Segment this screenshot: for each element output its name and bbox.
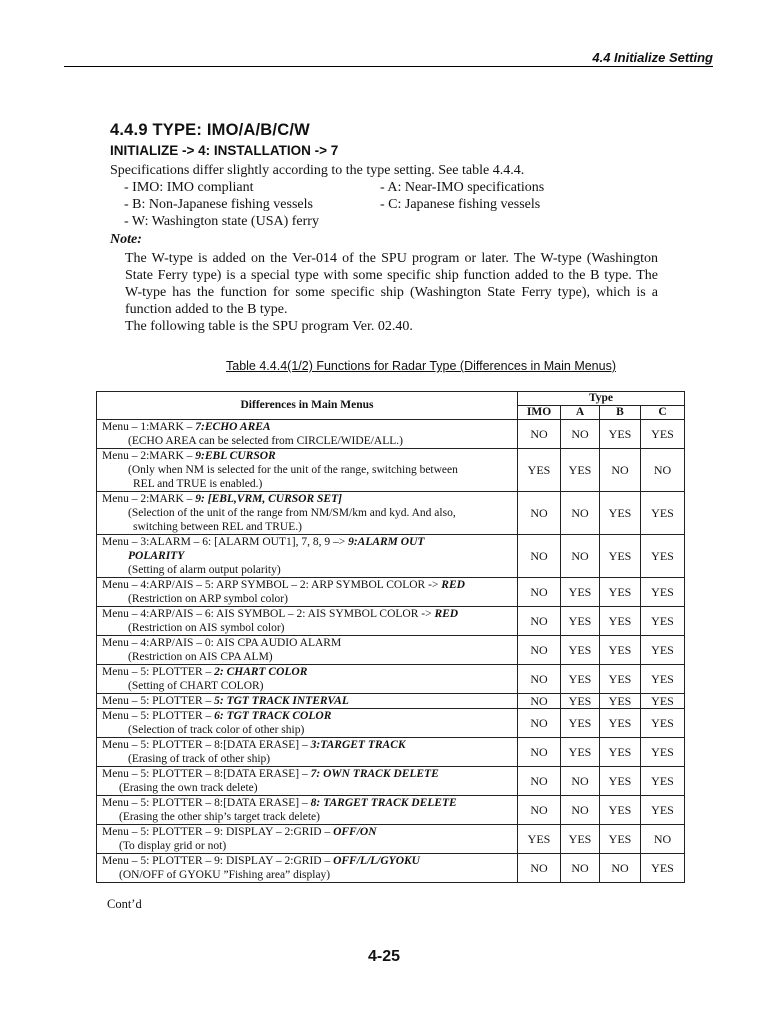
header-col-b: B [600, 406, 641, 420]
type-item-w: - W: Washington state (USA) ferry [124, 214, 319, 229]
row-menu-path [102, 709, 512, 723]
row-description [97, 694, 518, 709]
row-detail: (Restriction on AIS CPA ALM) [128, 651, 273, 663]
cell-imo: YES [518, 449, 561, 492]
cell-imo: YES [518, 825, 561, 854]
cell-c: YES [641, 854, 685, 883]
cell-b: YES [600, 636, 641, 665]
table-row [97, 825, 685, 854]
running-header-title: 4.4 Initialize Setting [592, 50, 713, 65]
cell-imo: NO [518, 420, 561, 449]
row-menu-text: Menu – 5: PLOTTER – [102, 710, 215, 722]
row-menu-path [102, 492, 512, 506]
cell-c: NO [641, 449, 685, 492]
cell-a: NO [561, 420, 600, 449]
cell-a: YES [561, 578, 600, 607]
row-menu-item: 8: TARGET TRACK DELETE [310, 797, 457, 809]
row-menu-path [102, 449, 512, 463]
note-label: Note: [110, 232, 142, 247]
page-number: 4-25 [367, 948, 401, 965]
cell-imo: NO [518, 578, 561, 607]
row-description [97, 607, 518, 636]
cell-a: YES [561, 738, 600, 767]
cell-imo: NO [518, 665, 561, 694]
row-menu-item: 2: CHART COLOR [214, 666, 308, 678]
row-menu-text: Menu – 2:MARK – [102, 450, 196, 462]
row-menu-text: Menu – 4:ARP/AIS – 6: AIS SYMBOL – 2: AIS SYMBOL COLOR -> [102, 608, 435, 620]
header-rule [64, 66, 713, 67]
row-menu-path [102, 738, 512, 752]
cell-a: YES [561, 694, 600, 709]
row-detail: (Setting of alarm output polarity) [128, 564, 281, 576]
header-differences: Differences in Main Menus [97, 392, 518, 420]
cell-c: YES [641, 535, 685, 578]
row-menu-path [102, 578, 512, 592]
row-menu-item: RED [441, 579, 465, 591]
cell-c: YES [641, 607, 685, 636]
row-menu-text: Menu – 5: PLOTTER – 8:[DATA ERASE] – [102, 739, 311, 751]
row-description [97, 492, 518, 535]
row-menu-text: Menu – 3:ALARM – 6: [ALARM OUT1], 7, 8, 9 –> [102, 536, 349, 548]
row-description [97, 535, 518, 578]
header-col-imo: IMO [518, 406, 561, 420]
row-menu-item: 7: OWN TRACK DELETE [310, 768, 439, 780]
cell-imo: NO [518, 607, 561, 636]
cell-b: NO [600, 449, 641, 492]
table-row [97, 449, 685, 492]
row-menu-text: Menu – 2:MARK – [102, 493, 196, 505]
row-description [97, 825, 518, 854]
row-menu-item: 9:EBL CURSOR [195, 450, 276, 462]
intro-text: Specifications differ slightly according to the type setting. See table 4.4.4. [110, 163, 525, 178]
row-detail: (Erasing of track of other ship) [128, 753, 271, 765]
row-detail: (To display grid or not) [119, 840, 227, 852]
type-item-imo: - IMO: IMO compliant [124, 180, 254, 195]
cell-a: YES [561, 607, 600, 636]
row-detail: (ECHO AREA can be selected from CIRCLE/WIDE/ALL.) [128, 435, 403, 447]
row-menu-item: OFF/ON [333, 826, 377, 838]
row-menu-path [102, 607, 512, 621]
cell-c: YES [641, 767, 685, 796]
cell-b: YES [600, 420, 641, 449]
type-list [124, 179, 604, 230]
header-col-a: A [561, 406, 600, 420]
row-detail-cont: switching between REL and TRUE.) [133, 521, 302, 533]
cell-c: YES [641, 709, 685, 738]
table-row [97, 492, 685, 535]
cell-b: YES [600, 709, 641, 738]
row-detail-cont: REL and TRUE is enabled.) [133, 478, 263, 490]
table-row [97, 607, 685, 636]
row-description [97, 709, 518, 738]
row-detail: (Selection of the unit of the range from NM/SM/km and kyd. And also, [128, 507, 456, 519]
cell-a: NO [561, 767, 600, 796]
cell-a: NO [561, 535, 600, 578]
cell-b: YES [600, 694, 641, 709]
row-menu-item: RED [434, 608, 459, 620]
cell-imo: NO [518, 492, 561, 535]
row-menu-path [102, 636, 512, 650]
cell-imo: NO [518, 796, 561, 825]
cell-imo: NO [518, 709, 561, 738]
table-row [97, 854, 685, 883]
note-last-line: The following table is the SPU program Ver. 02.40. [125, 319, 413, 334]
cell-b: YES [600, 492, 641, 535]
row-menu-path [102, 825, 512, 839]
row-detail: (Restriction on ARP symbol color) [128, 593, 288, 605]
row-menu-item: 9: [EBL,VRM, CURSOR SET] [195, 493, 342, 505]
cell-a: NO [561, 854, 600, 883]
cell-c: YES [641, 420, 685, 449]
row-menu-item: 6: TGT TRACK COLOR [214, 710, 332, 722]
row-menu-path [102, 535, 512, 549]
row-description [97, 636, 518, 665]
cell-c: YES [641, 636, 685, 665]
cell-c: YES [641, 694, 685, 709]
row-detail: (Erasing the other ship’s target track delete) [119, 811, 320, 823]
cell-c: YES [641, 578, 685, 607]
row-description [97, 578, 518, 607]
row-menu-text: Menu – 5: PLOTTER – 9: DISPLAY – 2:GRID – [102, 826, 334, 838]
row-menu-item: OFF/L/L/GYOKU [333, 855, 420, 867]
cell-b: YES [600, 665, 641, 694]
row-description [97, 449, 518, 492]
row-menu-path [102, 694, 512, 708]
cell-a: YES [561, 636, 600, 665]
row-menu-path [102, 796, 512, 810]
row-menu-text: Menu – 5: PLOTTER – [102, 695, 215, 707]
cell-a: NO [561, 492, 600, 535]
table-row [97, 535, 685, 578]
table-header-row [97, 392, 685, 406]
row-detail: (Setting of CHART COLOR) [128, 680, 264, 692]
table-row [97, 738, 685, 767]
row-menu-item: 7:ECHO AREA [195, 421, 271, 433]
row-menu-item: 5: TGT TRACK INTERVAL [214, 695, 349, 707]
row-menu-text: Menu – 5: PLOTTER – 8:[DATA ERASE] – [102, 768, 311, 780]
cell-a: YES [561, 709, 600, 738]
row-description [97, 738, 518, 767]
functions-table [96, 391, 684, 883]
row-description [97, 854, 518, 883]
table-row [97, 420, 685, 449]
row-description [97, 420, 518, 449]
row-description [97, 665, 518, 694]
cell-a: YES [561, 449, 600, 492]
continued-label: Cont’d [107, 897, 142, 911]
row-menu-path [102, 665, 512, 679]
row-menu-path [102, 420, 512, 434]
row-menu-path-cont [102, 549, 512, 563]
cell-imo: NO [518, 767, 561, 796]
type-item-b: - B: Non-Japanese fishing vessels [124, 197, 313, 212]
cell-b: YES [600, 578, 641, 607]
cell-b: YES [600, 767, 641, 796]
note-body [125, 250, 658, 335]
header-col-c: C [641, 406, 685, 420]
cell-b: YES [600, 738, 641, 767]
row-menu-path [102, 767, 512, 781]
note-paragraph: The W-type is added on the Ver-014 of the SPU program or later. The W-type (Washington State Ferry type) is a special type with some specific ship function added to the B type. The W-type has the function for some specific ship (Washington State Ferry type), which is a function added to the B type. [125, 251, 658, 317]
row-description [97, 767, 518, 796]
row-detail: (Restriction on AIS symbol color) [128, 622, 285, 634]
row-detail: (Erasing the own track delete) [119, 782, 258, 794]
menu-path: INITIALIZE -> 4: INSTALLATION -> 7 [110, 143, 339, 158]
row-menu-item: 3:TARGET TRACK [310, 739, 406, 751]
cell-imo: NO [518, 738, 561, 767]
cell-b: YES [600, 825, 641, 854]
cell-b: YES [600, 796, 641, 825]
row-menu-text: Menu – 4:ARP/AIS – 0: AIS CPA AUDIO ALARM [102, 637, 342, 649]
row-menu-text: Menu – 4:ARP/AIS – 5: ARP SYMBOL – 2: ARP SYMBOL COLOR -> [102, 579, 442, 591]
cell-c: YES [641, 738, 685, 767]
cell-a: NO [561, 796, 600, 825]
row-menu-path [102, 854, 512, 868]
table-row [97, 665, 685, 694]
cell-b: YES [600, 535, 641, 578]
table-row [97, 636, 685, 665]
row-menu-item-cont: POLARITY [128, 550, 185, 562]
header-type: Type [518, 392, 685, 406]
type-item-a: - A: Near-IMO specifications [380, 180, 545, 195]
cell-b: NO [600, 854, 641, 883]
row-detail: (ON/OFF of GYOKU ”Fishing area” display) [119, 869, 331, 881]
cell-a: YES [561, 665, 600, 694]
cell-imo: NO [518, 854, 561, 883]
cell-imo: NO [518, 535, 561, 578]
cell-imo: NO [518, 694, 561, 709]
cell-a: YES [561, 825, 600, 854]
cell-c: YES [641, 796, 685, 825]
row-description [97, 796, 518, 825]
row-menu-item: 9:ALARM OUT [348, 536, 425, 548]
table-caption: Table 4.4.4(1/2) Functions for Radar Type (Differences in Main Menus) [226, 359, 617, 373]
type-item-c: - C: Japanese fishing vessels [380, 197, 541, 212]
row-menu-text: Menu – 5: PLOTTER – 8:[DATA ERASE] – [102, 797, 311, 809]
row-menu-text: Menu – 5: PLOTTER – [102, 666, 215, 678]
section-heading: 4.4.9 TYPE: IMO/A/B/C/W [110, 121, 310, 139]
table-row [97, 796, 685, 825]
row-detail: (Selection of track color of other ship) [128, 724, 305, 736]
table-row [97, 578, 685, 607]
table-row [97, 767, 685, 796]
cell-imo: NO [518, 636, 561, 665]
cell-c: NO [641, 825, 685, 854]
row-menu-text: Menu – 1:MARK – [102, 421, 196, 433]
cell-c: YES [641, 492, 685, 535]
table-row [97, 694, 685, 709]
cell-c: YES [641, 665, 685, 694]
row-detail: (Only when NM is selected for the unit of the range, switching between [128, 464, 458, 476]
table-row [97, 709, 685, 738]
row-menu-text: Menu – 5: PLOTTER – 9: DISPLAY – 2:GRID – [102, 855, 334, 867]
cell-b: YES [600, 607, 641, 636]
